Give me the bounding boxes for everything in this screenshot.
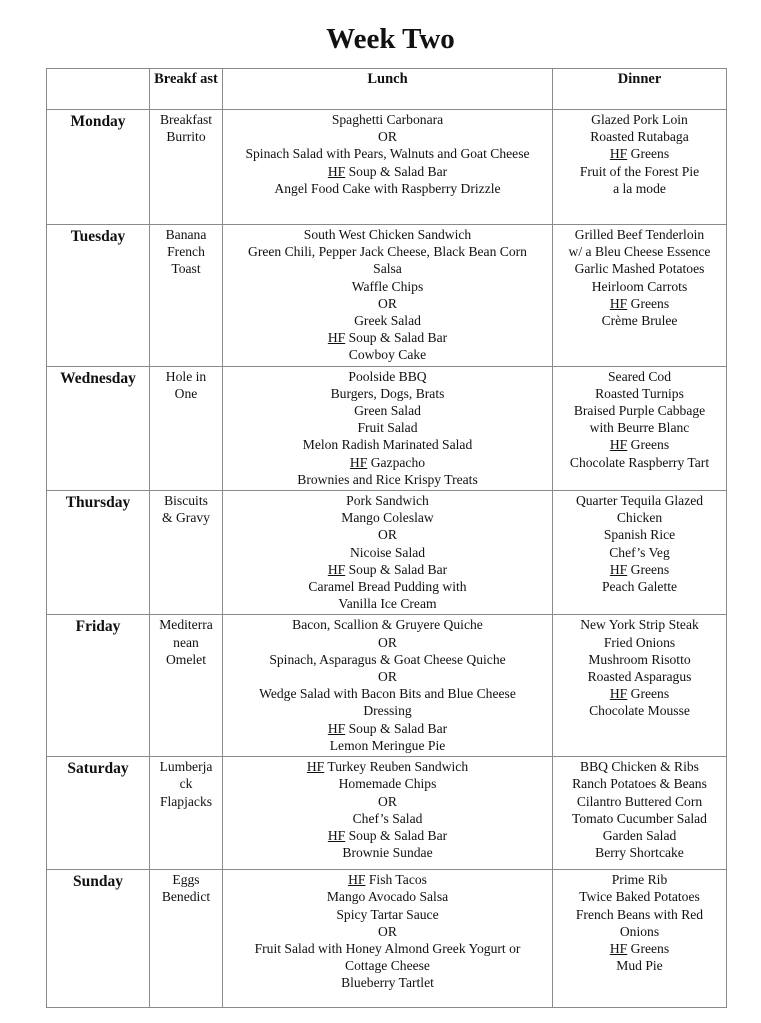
dinner-line: Chef’s Veg xyxy=(609,544,670,560)
lunch-line: Angel Food Cake with Raspberry Drizzle xyxy=(274,180,501,196)
lunch-line: Lemon Meringue Pie xyxy=(329,737,446,753)
hf-label: HF xyxy=(348,872,366,888)
dinner-line: HF Greens xyxy=(609,146,670,162)
lunch-line: Waffle Chips xyxy=(351,278,424,294)
breakfast-line: Benedict xyxy=(161,889,211,905)
dinner-line: Peach Galette xyxy=(601,579,678,595)
breakfast-cell xyxy=(150,615,223,757)
lunch-line: South West Chicken Sandwich xyxy=(303,227,472,242)
dinner-line: Quarter Tequila Glazed xyxy=(575,493,704,509)
breakfast-cell xyxy=(150,366,223,490)
day-name: Friday xyxy=(47,615,150,757)
breakfast-cell xyxy=(150,757,223,870)
menu-table xyxy=(46,68,727,1008)
hf-label: HF xyxy=(609,940,628,956)
breakfast-line: Banana xyxy=(165,227,207,242)
dinner-line: Chocolate Mousse xyxy=(589,703,690,719)
lunch-cell xyxy=(223,491,553,615)
breakfast-line: Mediterra xyxy=(159,617,213,633)
dinner-cell xyxy=(553,615,727,757)
dinner-line: Crème Brulee xyxy=(601,313,678,329)
dinner-line: Seared Cod xyxy=(607,368,672,384)
header-day xyxy=(47,69,150,110)
dinner-line: Fruit of the Forest Pie xyxy=(579,163,700,179)
hf-label: HF xyxy=(609,437,628,453)
lunch-line: Caramel Bread Pudding with xyxy=(308,579,467,595)
lunch-line: Mango Avocado Salsa xyxy=(326,889,449,905)
day-name: Monday xyxy=(47,110,150,225)
lunch-line: Fruit Salad xyxy=(357,420,418,436)
dinner-line: French Beans with Red xyxy=(575,906,704,922)
lunch-line: Brownie Sundae xyxy=(342,845,433,861)
lunch-line: Salsa xyxy=(373,261,402,277)
dinner-line: Garlic Mashed Potatoes xyxy=(574,261,705,277)
lunch-cell xyxy=(223,366,553,490)
lunch-line: Spicy Tartar Sauce xyxy=(336,906,439,922)
breakfast-line: Flapjacks xyxy=(159,793,213,809)
hf-label: HF xyxy=(327,720,346,736)
breakfast-line: Lumberja xyxy=(159,759,213,775)
lunch-line: OR xyxy=(378,527,397,543)
dinner-cell xyxy=(553,870,727,1008)
hf-label: HF xyxy=(609,295,628,311)
dinner-line: HF Greens xyxy=(609,561,670,577)
breakfast-line: ck xyxy=(179,776,193,792)
breakfast-cell xyxy=(150,110,223,225)
hf-label: HF xyxy=(349,454,368,470)
lunch-line: Spinach Salad with Pears, Walnuts and Goat Cheese xyxy=(245,146,530,162)
dinner-line: Onions xyxy=(619,923,660,939)
lunch-line: Bacon, Scallion & Gruyere Quiche xyxy=(292,617,483,633)
day-name: Sunday xyxy=(47,870,150,1008)
breakfast-line: Breakfast xyxy=(159,112,213,127)
day-row xyxy=(47,110,727,225)
lunch-line: Spaghetti Carbonara xyxy=(331,112,444,127)
lunch-line: OR xyxy=(378,923,397,939)
breakfast-line: Burrito xyxy=(166,129,206,145)
breakfast-line: Eggs xyxy=(172,872,200,888)
lunch-cell xyxy=(223,110,553,225)
dinner-line: Cilantro Buttered Corn xyxy=(576,793,703,809)
day-row xyxy=(47,870,727,1008)
lunch-line: Spinach, Asparagus & Goat Cheese Quiche xyxy=(269,651,506,667)
header-lunch: Lunch xyxy=(223,69,553,110)
lunch-line: Mango Coleslaw xyxy=(341,510,434,526)
lunch-line: HF Fish Tacos xyxy=(348,872,427,888)
breakfast-cell xyxy=(150,225,223,367)
hf-label: HF xyxy=(609,686,628,702)
lunch-line: Fruit Salad with Honey Almond Greek Yogurt or xyxy=(254,940,521,956)
day-row xyxy=(47,225,727,367)
dinner-line: HF Greens xyxy=(609,940,670,956)
header-breakfast: Breakf ast xyxy=(150,69,223,110)
lunch-line: Melon Radish Marinated Salad xyxy=(302,437,473,453)
lunch-line: Chef’s Salad xyxy=(352,810,423,826)
dinner-line: Spanish Rice xyxy=(603,527,676,543)
breakfast-cell xyxy=(150,491,223,615)
breakfast-line: French xyxy=(167,244,205,260)
dinner-line: a la mode xyxy=(613,180,666,196)
dinner-line: Glazed Pork Loin xyxy=(591,112,688,127)
lunch-line: HF Gazpacho xyxy=(349,454,426,470)
lunch-line: Burgers, Dogs, Brats xyxy=(330,385,445,401)
dinner-line: Roasted Asparagus xyxy=(587,669,692,685)
breakfast-line: One xyxy=(174,385,198,401)
lunch-line: OR xyxy=(378,793,397,809)
hf-label: HF xyxy=(609,146,628,162)
day-name: Saturday xyxy=(47,757,150,870)
lunch-line: OR xyxy=(378,295,397,311)
day-row xyxy=(47,757,727,870)
lunch-line: Homemade Chips xyxy=(338,776,437,792)
dinner-line: Chocolate Raspberry Tart xyxy=(569,454,710,470)
breakfast-line: Toast xyxy=(171,261,201,277)
dinner-line: Grilled Beef Tenderloin xyxy=(574,227,705,242)
dinner-cell xyxy=(553,491,727,615)
dinner-line: Mushroom Risotto xyxy=(588,651,691,667)
dinner-line: HF Greens xyxy=(609,437,670,453)
lunch-line: HF Soup & Salad Bar xyxy=(327,720,448,736)
lunch-cell xyxy=(223,225,553,367)
day-name: Thursday xyxy=(47,491,150,615)
lunch-line: Green Salad xyxy=(354,403,421,419)
dinner-line: Roasted Rutabaga xyxy=(590,129,689,145)
lunch-line: HF Soup & Salad Bar xyxy=(327,561,448,577)
dinner-line: BBQ Chicken & Ribs xyxy=(580,759,699,775)
lunch-line: HF Soup & Salad Bar xyxy=(327,330,448,346)
day-row xyxy=(47,491,727,615)
lunch-line: Poolside BBQ xyxy=(348,368,427,384)
hf-label: HF xyxy=(609,561,628,577)
hf-label: HF xyxy=(327,330,346,346)
lunch-cell xyxy=(223,870,553,1008)
dinner-line: Braised Purple Cabbage xyxy=(573,403,706,419)
page-title: Week Two xyxy=(326,23,455,55)
lunch-cell xyxy=(223,615,553,757)
dinner-line: Garden Salad xyxy=(602,827,677,843)
lunch-line: Green Chili, Pepper Jack Cheese, Black Bean Corn xyxy=(248,244,527,260)
lunch-line: HF Soup & Salad Bar xyxy=(327,163,448,179)
dinner-cell xyxy=(553,225,727,367)
lunch-line: Wedge Salad with Bacon Bits and Blue Cheese xyxy=(259,686,516,702)
dinner-line: Roasted Turnips xyxy=(595,385,684,401)
dinner-line: Berry Shortcake xyxy=(595,845,684,861)
lunch-line: OR xyxy=(378,669,397,685)
lunch-line: Cottage Cheese xyxy=(345,958,430,974)
lunch-line: Nicoise Salad xyxy=(349,544,426,560)
dinner-line: HF Greens xyxy=(609,686,670,702)
hf-label: HF xyxy=(306,759,325,775)
hf-label: HF xyxy=(327,827,346,843)
breakfast-line: Omelet xyxy=(165,651,206,667)
hf-label: HF xyxy=(327,561,346,577)
breakfast-line: Hole in xyxy=(165,368,207,384)
dinner-line: Ranch Potatoes & Beans xyxy=(572,776,707,792)
dinner-line: Fried Onions xyxy=(603,634,676,650)
day-name: Tuesday xyxy=(47,225,150,367)
lunch-line: Cowboy Cake xyxy=(348,347,427,363)
dinner-line: Heirloom Carrots xyxy=(591,278,688,294)
lunch-line: Pork Sandwich xyxy=(346,493,429,509)
breakfast-cell xyxy=(150,870,223,1008)
dinner-cell xyxy=(553,366,727,490)
lunch-line: Blueberry Tartlet xyxy=(341,975,434,991)
lunch-line: Brownies and Rice Krispy Treats xyxy=(297,471,478,487)
dinner-line: Mud Pie xyxy=(616,958,663,974)
dinner-cell xyxy=(553,110,727,225)
dinner-line: w/ a Bleu Cheese Essence xyxy=(568,244,711,260)
breakfast-line: Biscuits xyxy=(164,493,208,509)
dinner-cell xyxy=(553,757,727,870)
lunch-cell xyxy=(223,757,553,870)
day-row xyxy=(47,615,727,757)
header-dinner: Dinner xyxy=(553,69,727,110)
header-row xyxy=(47,69,727,110)
day-name: Wednesday xyxy=(47,366,150,490)
dinner-line: Tomato Cucumber Salad xyxy=(572,810,707,826)
lunch-line: OR xyxy=(378,129,397,145)
dinner-line: New York Strip Steak xyxy=(580,617,699,633)
breakfast-line: nean xyxy=(173,634,199,650)
lunch-line: Greek Salad xyxy=(354,313,421,329)
day-row xyxy=(47,366,727,490)
lunch-line: HF Soup & Salad Bar xyxy=(327,827,448,843)
lunch-line: HF Turkey Reuben Sandwich xyxy=(306,759,469,775)
dinner-line: Prime Rib xyxy=(611,872,668,888)
dinner-line: Chicken xyxy=(616,510,663,526)
dinner-line: HF Greens xyxy=(609,295,670,311)
hf-label: HF xyxy=(327,163,346,179)
dinner-line: with Beurre Blanc xyxy=(589,420,690,436)
lunch-line: Vanilla Ice Cream xyxy=(338,596,437,612)
menu-body xyxy=(47,110,727,1008)
breakfast-line: & Gravy xyxy=(162,510,210,526)
lunch-line: OR xyxy=(378,634,397,650)
lunch-line: Dressing xyxy=(363,703,412,719)
dinner-line: Twice Baked Potatoes xyxy=(579,889,700,905)
